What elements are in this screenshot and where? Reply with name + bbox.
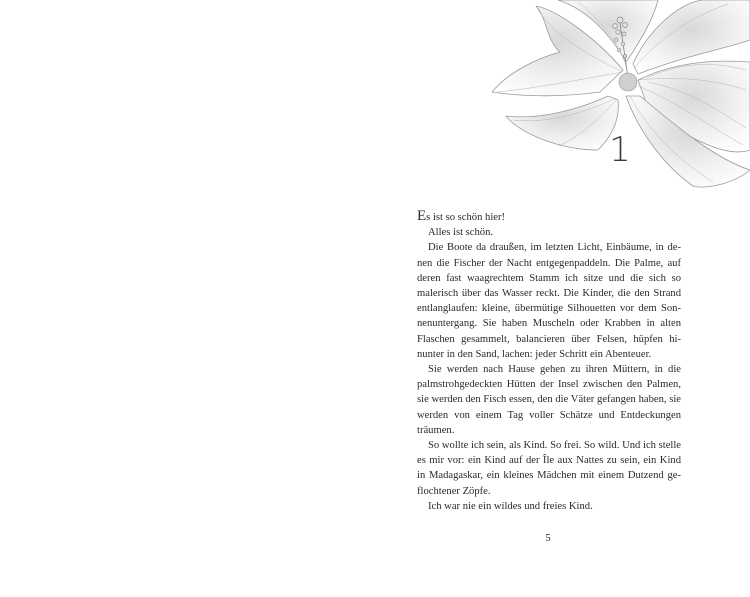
chapter-body-text [417,209,681,514]
paragraph-5: So wollte ich sein, als Kind. So frei. So wild. Und ich stelle es mir vor: ein Kind auf der Île aux Nattes zu sein, ein Kind in Madagaskar, ein kleines Mädchen mit einem Dutzend geflochtener Zöpfe. [417,440,681,497]
paragraph-1 [417,209,681,225]
paragraph-3: Die Boote da draußen, im letzten Licht, Einbäume, in denen die Fischer der Nacht entgegenpaddeln. Die Palme, auf deren fast waagrechtem Stamm ich sitze und die sich so malerisch über das Wasser reckt. Die Kinder, die den Strand entlanglaufen: kleine, übermütige Silhouetten vor dem Sonnenuntergang. Sie haben Muscheln oder Krabben in alten Flaschen gesammelt, balancieren über Felsen, hüpfen hinunter in den Sand, lachen: jeder Schritt ein Abenteuer. [417,242,681,360]
paragraph-2: Alles ist schön. [428,227,494,239]
paragraph-1-text: s ist so schön hier! [426,212,506,223]
page-number: 5 [545,533,551,544]
paragraph-4: Sie werden nach Hause gehen zu ihren Müttern, in die palmstrohgedeckten Hütten der Insel zwischen den Palmen, sie werden den Fisch essen, den die Väter gefangen haben, sie werden von einem Tag voller Schätze und Entdeckungen träumen. [417,364,681,436]
drop-initial: E [417,208,427,224]
paragraph-6: Ich war nie ein wildes und freies Kind. [428,500,593,512]
chapter-number: 1 [609,130,631,170]
